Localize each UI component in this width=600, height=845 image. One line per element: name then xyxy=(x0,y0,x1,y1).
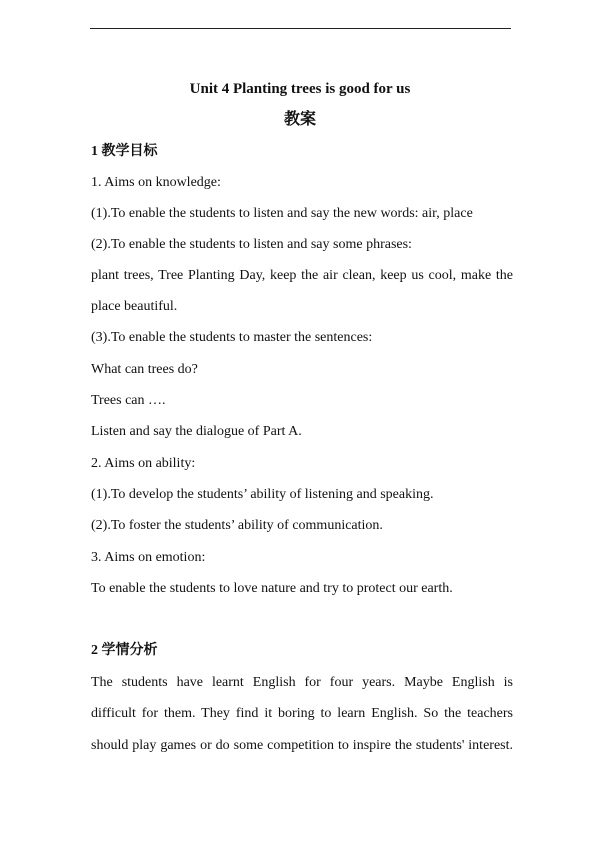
document-subtitle: 教案 xyxy=(283,111,316,128)
paragraph-line: plant trees, Tree Planting Day, keep the air clean, keep us cool, make the xyxy=(91,268,513,283)
paragraph-line: 2. Aims on ability: xyxy=(91,456,196,471)
paragraph-line: 3. Aims on emotion: xyxy=(91,550,206,565)
paragraph-line: (2).To foster the students’ ability of communication. xyxy=(91,518,383,533)
header-rule xyxy=(90,28,511,29)
paragraph-line: Trees can …. xyxy=(91,393,166,408)
paragraph-line: place beautiful. xyxy=(91,299,178,314)
paragraph-line: difficult for them. They find it boring to learn English. So the teachers xyxy=(91,706,513,721)
section-1-heading: 1 教学目标 xyxy=(91,144,158,159)
section-2-heading: 2 学情分析 xyxy=(91,643,158,658)
paragraph-line: 1. Aims on knowledge: xyxy=(91,175,221,190)
paragraph-line: (1).To enable the students to listen and say the new words: air, place xyxy=(91,206,473,221)
document-title: Unit 4 Planting trees is good for us xyxy=(189,81,411,97)
paragraph-line: Listen and say the dialogue of Part A. xyxy=(91,424,302,439)
paragraph-line: should play games or do some competition to inspire the students' interest. xyxy=(91,738,513,753)
paragraph-line: What can trees do? xyxy=(91,362,198,377)
paragraph-line: (1).To develop the students’ ability of listening and speaking. xyxy=(91,487,434,502)
paragraph-line: (3).To enable the students to master the sentences: xyxy=(91,330,373,345)
paragraph-line: To enable the students to love nature and try to protect our earth. xyxy=(91,581,453,596)
paragraph-line: The students have learnt English for four years. Maybe English is xyxy=(91,675,513,690)
paragraph-line: (2).To enable the students to listen and say some phrases: xyxy=(91,237,412,252)
